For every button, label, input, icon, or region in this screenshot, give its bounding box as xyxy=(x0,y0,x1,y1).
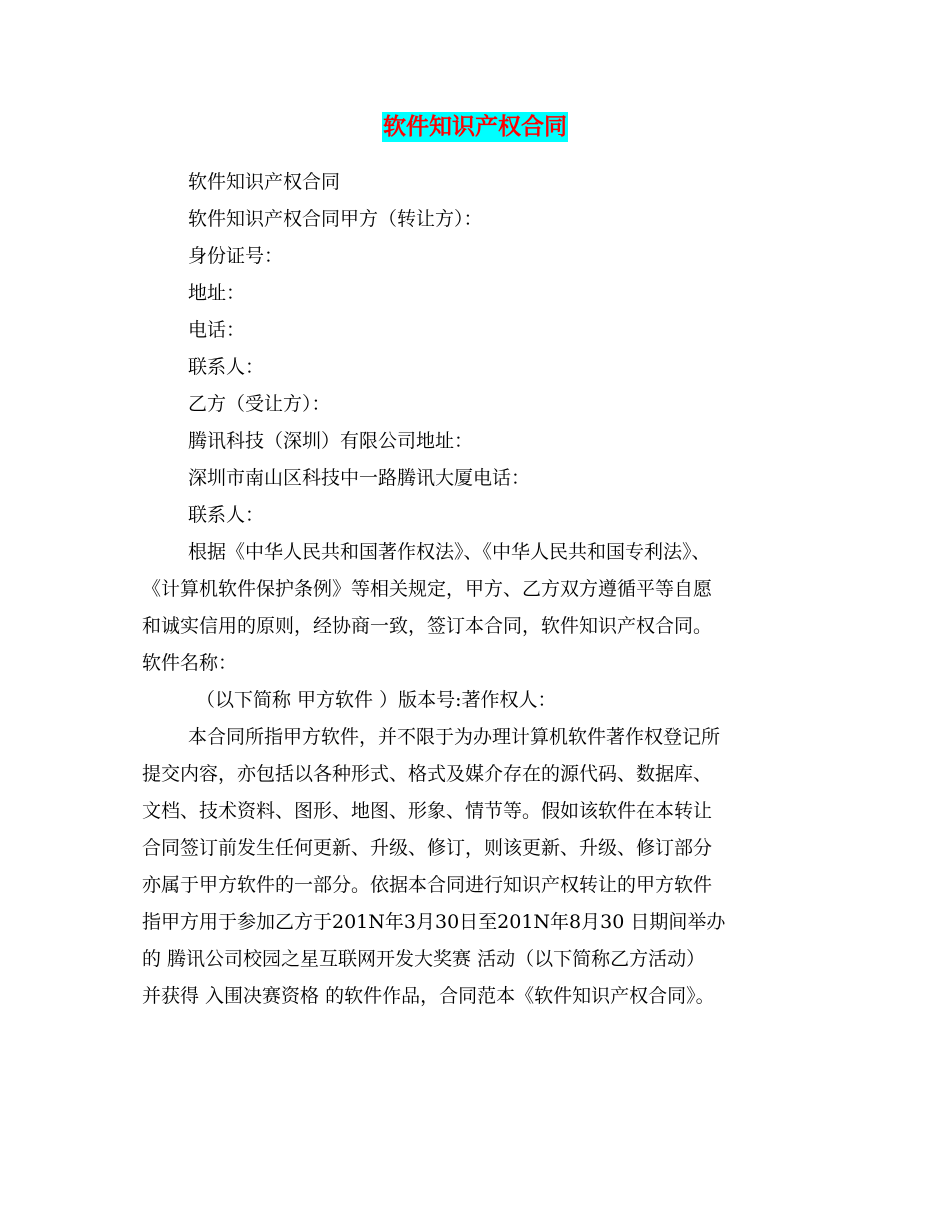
document-title: 软件知识产权合同 xyxy=(383,114,567,140)
paragraph-line: 软件知识产权合同甲方（转让方）： xyxy=(188,208,483,230)
paragraph-line: 联系人： xyxy=(188,504,265,526)
paragraph-line: 软件知识产权合同 xyxy=(188,171,341,193)
paragraph-line: 根据《中华人民共和国著作权法》、《中华人民共和国专利法》、 xyxy=(188,541,711,563)
paragraph-line: 腾讯科技（深圳）有限公司地址： xyxy=(188,430,474,452)
paragraph-line: 软件名称： xyxy=(142,652,238,674)
paragraph-line: 电话： xyxy=(188,319,246,341)
paragraph-line: 乙方（受让方）： xyxy=(188,393,331,415)
paragraph-line: 指甲方用于参加乙方于201N年3月30日至201N年8月30 日期间举办 xyxy=(142,911,726,933)
title-container xyxy=(0,112,950,142)
paragraph-line: 《计算机软件保护条例》等相关规定，甲方、乙方双方遵循平等自愿 xyxy=(142,578,713,600)
paragraph-line: 提交内容，亦包括以各种形式、格式及媒介存在的源代码、数据库、 xyxy=(142,763,713,785)
paragraph-line: 地址： xyxy=(188,282,246,304)
paragraph-line: 和诚实信用的原则，经协商一致，签订本合同，软件知识产权合同。 xyxy=(142,615,713,637)
paragraph-line: 的 腾讯公司校园之星互联网开发大奖赛 活动（以下简称乙方活动） xyxy=(142,948,706,970)
paragraph-line: 身份证号： xyxy=(188,245,284,267)
paragraph-line: 本合同所指甲方软件，并不限于为办理计算机软件著作权登记所 xyxy=(188,726,721,748)
paragraph-line: 深圳市南山区科技中一路腾讯大厦电话： xyxy=(188,467,531,489)
paragraph-line: 亦属于甲方软件的一部分。依据本合同进行知识产权转让的甲方软件 xyxy=(142,874,713,896)
paragraph-line: 并获得 入围决赛资格 的软件作品，合同范本《软件知识产权合同》。 xyxy=(142,985,715,1007)
paragraph-line: 联系人： xyxy=(188,356,265,378)
document-body xyxy=(142,164,812,1015)
paragraph-line: 文档、技术资料、图形、地图、形象、情节等。假如该软件在本转让 xyxy=(142,800,713,822)
paragraph-line: 合同签订前发生任何更新、升级、修订，则该更新、升级、修订部分 xyxy=(142,837,713,859)
paragraph-line: （以下简称 甲方软件 ）版本号:著作权人： xyxy=(196,689,557,711)
